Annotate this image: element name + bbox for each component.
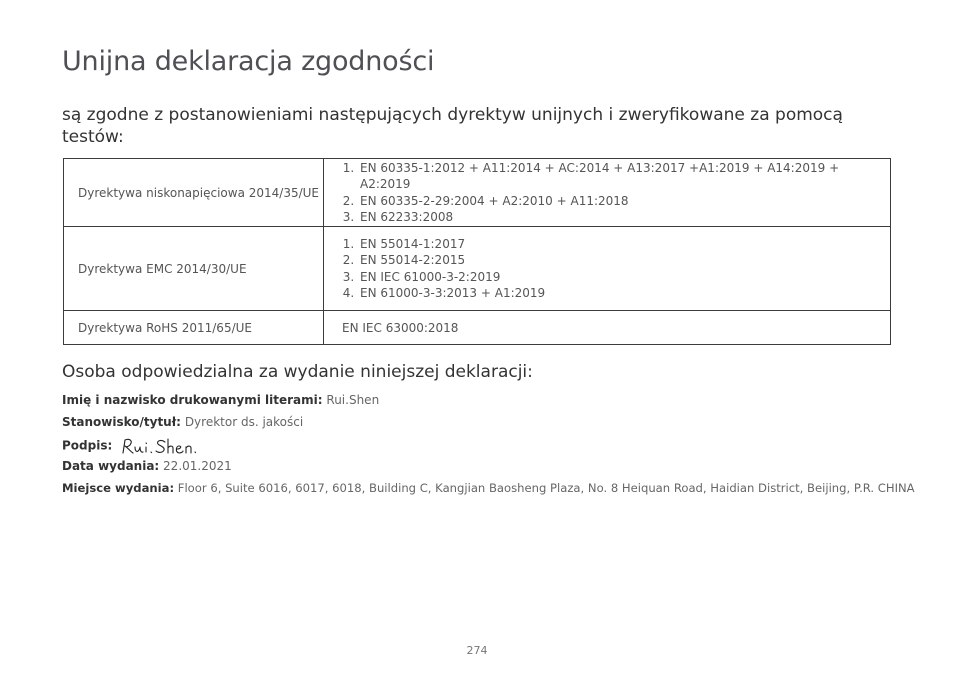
date-line	[62, 459, 232, 473]
standard-item: 1. EN 60335-1:2012 + A11:2014 + AC:2014 + A13:2017 +A1:2019 + A14:2019 + A2:2019	[358, 160, 890, 193]
standard-value: EN IEC 63000:2018	[324, 311, 891, 345]
directives-table	[63, 158, 891, 345]
handwritten-signature	[120, 436, 218, 456]
signature-label: Podpis:	[62, 438, 113, 453]
standards-cell	[324, 227, 891, 311]
standard-item: 3. EN IEC 61000-3-2:2019	[358, 269, 890, 286]
standards-cell	[324, 159, 891, 227]
place-label: Miejsce wydania:	[62, 481, 175, 495]
place-value: Floor 6, Suite 6016, 6017, 6018, Building C, Kangjian Baosheng Plaza, No. 8 Heiquan Road, Haidian District, Beijing, P.R. CHINA	[177, 481, 915, 495]
name-value: Rui.Shen	[326, 393, 380, 407]
name-line	[62, 393, 379, 407]
directive-name: Dyrektywa EMC 2014/30/UE	[64, 227, 324, 311]
position-label: Stanowisko/tytuł:	[62, 415, 181, 429]
table-row	[64, 311, 891, 345]
date-value: 22.01.2021	[163, 459, 232, 473]
place-line	[62, 481, 915, 495]
date-label: Data wydania:	[62, 459, 160, 473]
directive-name: Dyrektywa niskonapięciowa 2014/35/UE	[64, 159, 324, 227]
table-row	[64, 227, 891, 311]
position-value: Dyrektor ds. jakości	[184, 415, 304, 429]
directive-name: Dyrektywa RoHS 2011/65/UE	[64, 311, 324, 345]
signature-line	[62, 436, 218, 456]
table-row	[64, 159, 891, 227]
standard-item: 4. EN 61000-3-3:2013 + A1:2019	[358, 285, 890, 302]
name-label: Imię i nazwisko drukowanymi literami:	[62, 393, 323, 407]
standard-item: 1. EN 55014-1:2017	[358, 236, 890, 253]
standards-list	[342, 236, 890, 302]
position-line	[62, 415, 303, 429]
responsible-heading: Osoba odpowiedzialna za wydanie niniejszej deklaracji:	[62, 362, 533, 382]
standard-item: 2. EN 60335-2-29:2004 + A2:2010 + A11:2018	[358, 193, 890, 210]
page-number: 274	[466, 644, 488, 657]
subtitle: są zgodne z postanowieniami następujących dyrektyw unijnych i zweryfikowane za pomocą testów:	[62, 105, 843, 147]
standard-item: 2. EN 55014-2:2015	[358, 252, 890, 269]
standards-list	[342, 160, 890, 226]
standard-item: 3. EN 62233:2008	[358, 209, 890, 226]
page-title: Unijna deklaracja zgodności	[62, 46, 435, 77]
